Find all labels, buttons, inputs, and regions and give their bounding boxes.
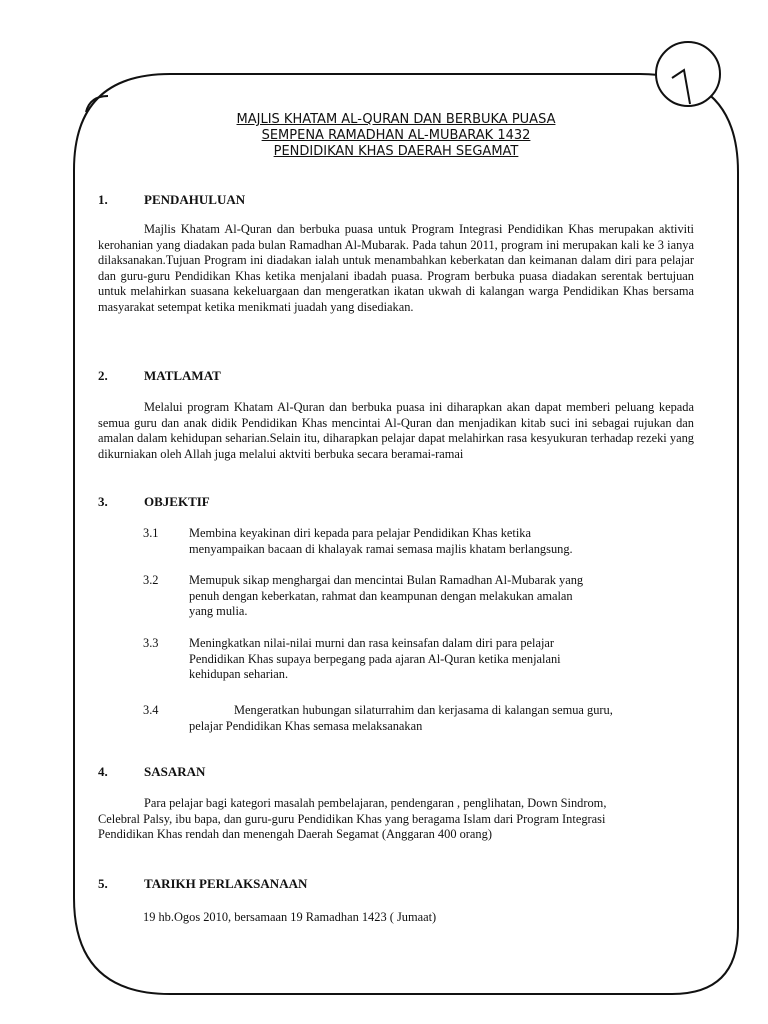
section-5-body: 19 hb.Ogos 2010, bersamaan 19 Ramadhan 1423 ( Jumaat): [143, 910, 437, 924]
objective-line: Memupuk sikap menghargai dan mencintai Bulan Ramadhan Al-Mubarak yang: [189, 573, 584, 587]
objective-line: Mengeratkan hubungan silaturrahim dan kerjasama di kalangan semua guru,: [234, 703, 613, 717]
objective-item: [143, 526, 663, 557]
objective-number: 3.2: [143, 573, 159, 587]
section-number: 2.: [98, 368, 108, 383]
section-number: 1.: [98, 192, 108, 207]
section-3-heading: [98, 494, 210, 510]
title-line-1: MAJLIS KHATAM AL-QURAN DAN BERBUKA PUASA: [236, 112, 556, 127]
section-1-text: Majlis Khatam Al-Quran dan berbuka puasa untuk Program Integrasi Pendidikan Khas merupakan aktiviti kerohanian yang diadakan pada bulan Ramadhan Al-Mubarak. Pada tahun 2011, program ini merupakan kali ke 3 ianya dilaksanakan.Tujuan Program ini diadakan ialah untuk menambahkan keberkatan dan keimanan dalam diri para pelajar dan guru-guru Pendidikan Khas ketika menjalani ibadah puasa. Program berbuka puasa diadakan serentak bertujuan untuk melahirkan suasana kekeluargaan dan mengeratkan ikatan ukwah di kalangan warga Pendidikan Khas bersama masyarakat setempat ketika menikmati juadah yang disediakan.: [98, 222, 694, 314]
section-2-body: [98, 400, 694, 462]
objective-line: Meningkatkan nilai-nilai murni dan rasa keinsafan dalam diri para pelajar: [189, 636, 555, 650]
section-number: 5.: [98, 876, 108, 891]
objective-line: penuh dengan keberkatan, rahmat dan keampunan dengan melakukan amalan: [189, 588, 573, 603]
section-title: PENDAHULUAN: [144, 192, 246, 207]
objective-number: 3.3: [143, 636, 159, 650]
objective-item: [143, 573, 663, 620]
objective-line: pelajar Pendidikan Khas semasa melaksanakan: [189, 718, 423, 733]
objective-line: menyampaikan bacaan di khalayak ramai semasa majlis khatam berlangsung.: [189, 541, 573, 556]
section-number: 4.: [98, 764, 108, 779]
title-line-3: PENDIDIKAN KHAS DAERAH SEGAMAT: [273, 144, 519, 159]
section-title: TARIKH PERLAKSANAAN: [144, 876, 308, 891]
objective-item: [143, 636, 663, 683]
objective-line: kehidupan seharian.: [189, 667, 289, 682]
objective-item: [143, 703, 663, 734]
section-1-body: [98, 222, 694, 316]
section-2-heading: [98, 368, 221, 384]
section-4-line: Para pelajar bagi kategori masalah pembelajaran, pendengaran , penglihatan, Down Sindrom,: [144, 796, 607, 810]
section-title: OBJEKTIF: [144, 494, 210, 509]
section-4-line: Celebral Palsy, ibu bapa, dan guru-guru Pendidikan Khas yang beragama Islam dari Program Integrasi: [98, 811, 606, 826]
document-title: [100, 112, 692, 160]
section-title: MATLAMAT: [144, 368, 221, 383]
title-line-2: SEMPENA RAMADHAN AL-MUBARAK 1432: [261, 128, 531, 143]
section-4-line: Pendidikan Khas rendah dan menengah Daerah Segamat (Anggaran 400 orang): [98, 827, 492, 842]
objective-line: yang mulia.: [189, 604, 248, 619]
section-5-heading: [98, 876, 307, 892]
objective-number: 3.4: [143, 703, 159, 717]
section-4-body: [98, 796, 698, 843]
objective-number: 3.1: [143, 526, 159, 540]
section-4-heading: [98, 764, 205, 780]
section-2-text: Melalui program Khatam Al-Quran dan berbuka puasa ini diharapkan akan dapat memberi peluang kepada semua guru dan anak didik Pendidikan Khas mencintai Al-Quran dan menjadikan kitab suci ini sebagai rujukan dan amalan dalam kehidupan seharian.Selain itu, diharapkan pelajar dapat melahirkan rasa kesyukuran terhadap rezeki yang dikurniakan oleh Allah juga melalui aktviti berbuka secara beramai-ramai: [98, 400, 694, 461]
objective-line: Pendidikan Khas supaya berpegang pada ajaran Al-Quran ketika menjalani: [189, 651, 561, 666]
section-number: 3.: [98, 494, 108, 509]
section-title: SASARAN: [144, 764, 206, 779]
objective-line: Membina keyakinan diri kepada para pelajar Pendidikan Khas ketika: [189, 526, 531, 540]
section-1-heading: [98, 192, 245, 208]
